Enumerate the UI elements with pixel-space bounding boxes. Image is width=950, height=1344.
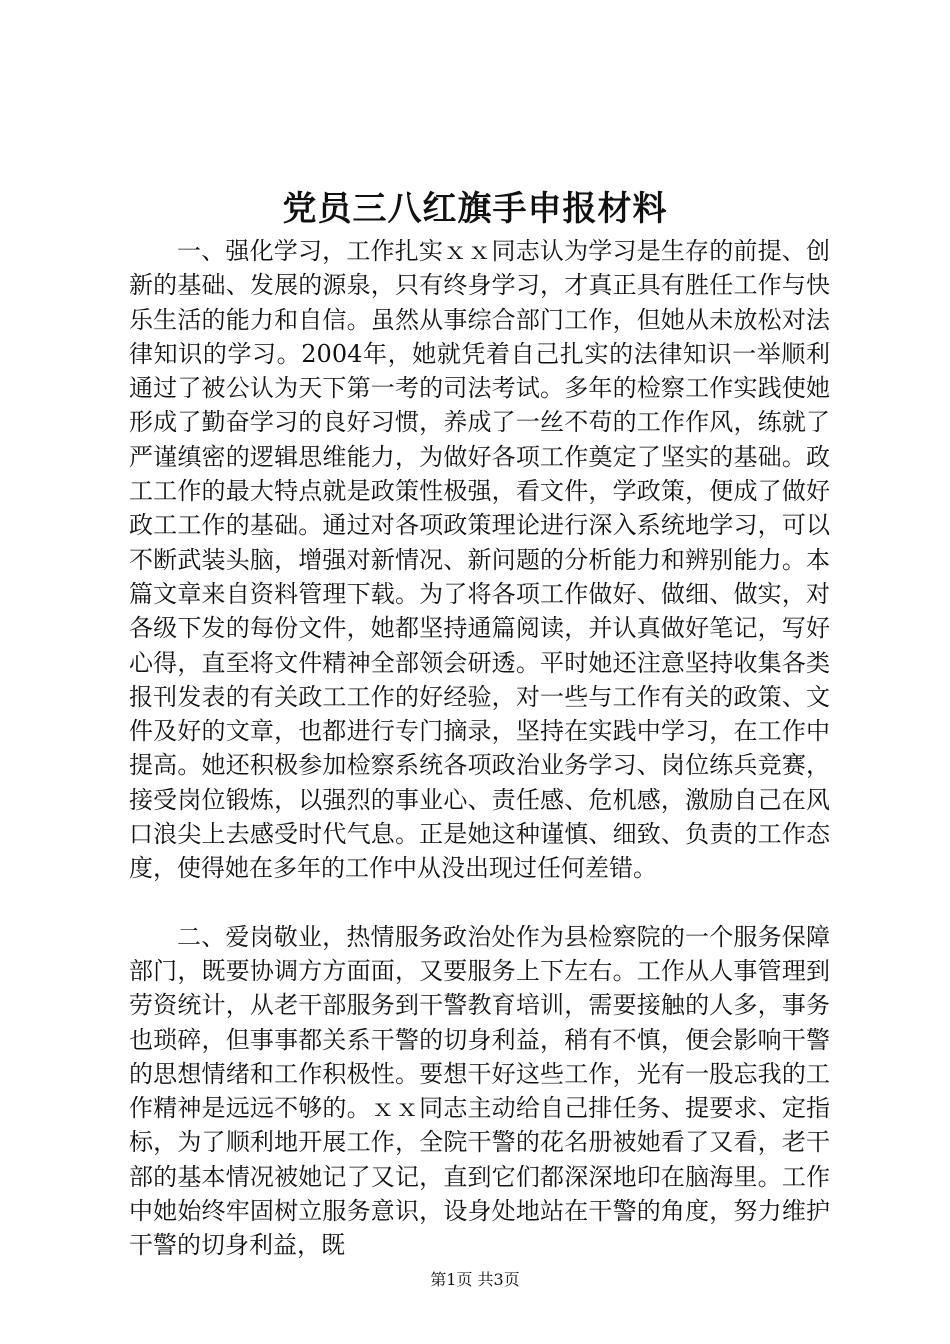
paragraph-2: 二、爱岗敬业，热情服务政治处作为县检察院的一个服务保障部门，既要协调方方面面，又要服务上下左右。工作从人事管理到劳资统计，从老干部服务到干警教育培训，需要接触的人多，事务也琐碎，但事事都关系干警的切身利益，稍有不慎，便会影响干警的思想情绪和工作积极性。要想干好这些工作，光有一股忘我的工作精神是远远不够的。ｘｘ同志主动给自己排任务、提要求、定指标，为了顺利地开展工作，全院干警的花名册被她看了又看，老干部的基本情况被她记了又记，直到它们都深深地印在脑海里。工作中她始终牢固树立服务意识，设身处地站在干警的角度，努力维护干警的切身利益，既 xyxy=(129,922,830,1260)
document-body xyxy=(129,234,830,1263)
document-title: 党员三八红旗手申报材料 xyxy=(282,189,668,229)
page-number: 第1页 共3页 xyxy=(430,1270,520,1289)
paragraph-1: 一、强化学习，工作扎实ｘｘ同志认为学习是生存的前提、创新的基础、发展的源泉，只有终身学习，才真正具有胜任工作与快乐生活的能力和自信。虽然从事综合部门工作，但她从未放松对法律知识的学习。2004年，她就凭着自己扎实的法律知识一举顺利通过了被公认为天下第一考的司法考试。多年的检察工作实践使她形成了勤奋学习的良好习惯，养成了一丝不苟的工作作风，练就了严谨缜密的逻辑思维能力，为做好各项工作奠定了坚实的基础。政工工作的最大特点就是政策性极强，看文件，学政策，便成了做好政工工作的基础。通过对各项政策理论进行深入系统地学习，可以不断武装头脑，增强对新情况、新问题的分析能力和辨别能力。本篇文章来自资料管理下载。为了将各项工作做好、做细、做实，对各级下发的每份文件，她都坚持通篇阅读，并认真做好笔记，写好心得，直至将文件精神全部领会研透。平时她还注意坚持收集各类报刊发表的有关政工工作的好经验，对一些与工作有关的政策、文件及好的文章，也都进行专门摘录，坚持在实践中学习，在工作中提高。她还积极参加检察系统各项政治业务学习、岗位练兵竞赛，接受岗位锻炼，以强烈的事业心、责任感、危机感，激励自己在风口浪尖上去感受时代气息。正是她这种谨慎、细致、负责的工作态度，使得她在多年的工作中从没出现过任何差错。 xyxy=(129,237,830,883)
